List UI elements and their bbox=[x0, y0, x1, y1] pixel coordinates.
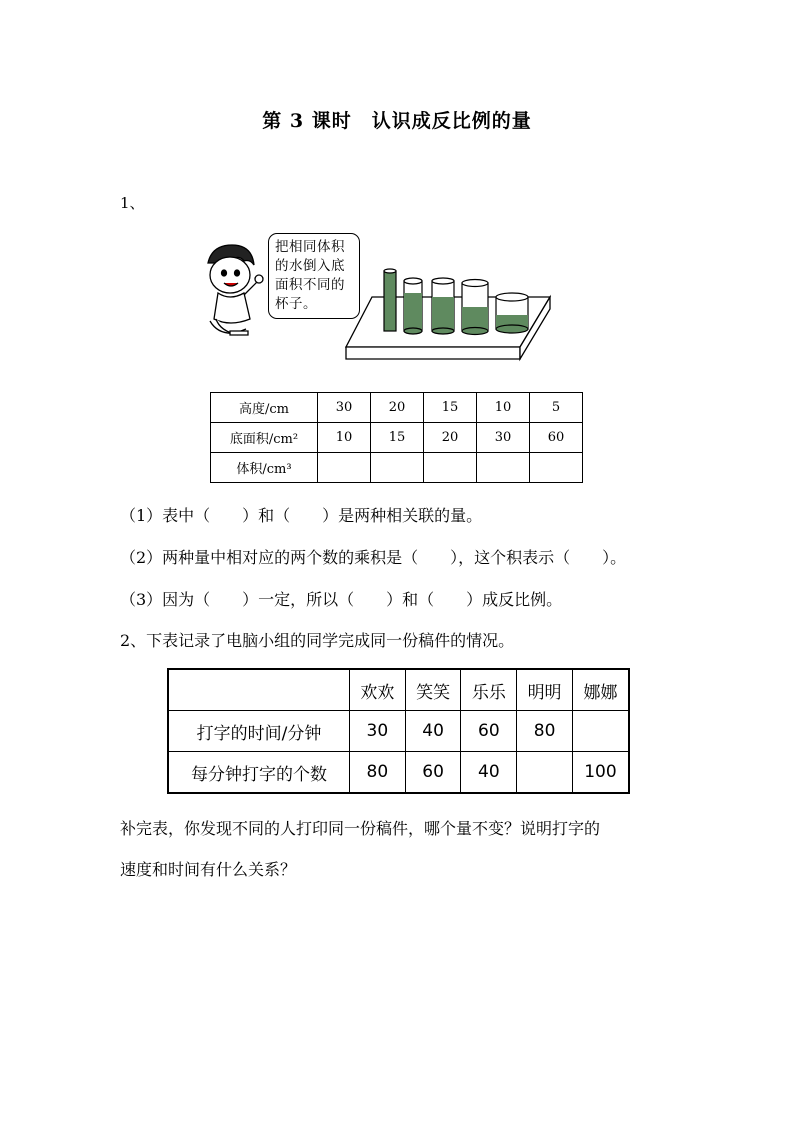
page-title: 第 3 课时 认识成反比例的量 bbox=[262, 110, 532, 132]
header-cell bbox=[168, 669, 350, 711]
typing-table bbox=[167, 668, 630, 794]
question-1-sub-3: （3）因为（ ）一定，所以（ ）和（ ）成反比例。 bbox=[120, 590, 563, 609]
speech-bubble: 把相同体积的水倒入底面积不同的杯子。 bbox=[268, 233, 360, 319]
row-label: 高度/cm bbox=[211, 393, 318, 423]
answer-cell[interactable] bbox=[477, 453, 530, 483]
cylinder-3 bbox=[432, 278, 454, 334]
cylinder-4 bbox=[462, 280, 488, 335]
table-cell: 15 bbox=[371, 423, 424, 453]
table-row bbox=[211, 423, 583, 453]
table-cell: 100 bbox=[572, 752, 629, 794]
volume-table bbox=[210, 392, 583, 483]
table-cell: 5 bbox=[530, 393, 583, 423]
table-cell: 60 bbox=[461, 711, 517, 752]
table-cell: 10 bbox=[477, 393, 530, 423]
table-row bbox=[168, 752, 629, 794]
header-cell: 乐乐 bbox=[461, 669, 517, 711]
question-2-prompt-line-1: 补完表，你发现不同的人打印同一份稿件，哪个量不变？说明打字的 bbox=[120, 819, 601, 838]
answer-cell[interactable] bbox=[371, 453, 424, 483]
header-cell: 明明 bbox=[517, 669, 573, 711]
cylinder-5 bbox=[496, 293, 528, 333]
row-label: 底面积/cm² bbox=[211, 423, 318, 453]
answer-cell[interactable] bbox=[530, 453, 583, 483]
table-row bbox=[211, 453, 583, 483]
table-cell: 40 bbox=[405, 711, 461, 752]
answer-cell[interactable] bbox=[318, 453, 371, 483]
question-1-sub-2: （2）两种量中相对应的两个数的乘积是（ ），这个积表示（ ）。 bbox=[120, 548, 627, 567]
header-cell: 欢欢 bbox=[350, 669, 406, 711]
table-row bbox=[168, 711, 629, 752]
table-cell: 20 bbox=[424, 423, 477, 453]
illustration bbox=[200, 225, 560, 365]
row-label: 打字的时间/分钟 bbox=[168, 711, 350, 752]
table-cell: 30 bbox=[477, 423, 530, 453]
table-cell: 30 bbox=[318, 393, 371, 423]
answer-cell[interactable] bbox=[517, 752, 573, 794]
header-cell: 笑笑 bbox=[405, 669, 461, 711]
table-cell: 15 bbox=[424, 393, 477, 423]
table-cell: 60 bbox=[530, 423, 583, 453]
row-label: 体积/cm³ bbox=[211, 453, 318, 483]
cylinder-1 bbox=[384, 269, 396, 331]
question-2-intro: 2、下表记录了电脑小组的同学完成同一份稿件的情况。 bbox=[120, 631, 515, 650]
row-label: 每分钟打字的个数 bbox=[168, 752, 350, 794]
answer-cell[interactable] bbox=[572, 711, 629, 752]
table-row bbox=[211, 393, 583, 423]
boy-illustration bbox=[208, 245, 263, 335]
table-cell: 20 bbox=[371, 393, 424, 423]
table-cell: 30 bbox=[350, 711, 406, 752]
table-cell: 10 bbox=[318, 423, 371, 453]
question-1-sub-1: （1）表中（ ）和（ ）是两种相关联的量。 bbox=[120, 506, 483, 525]
table-header-row bbox=[168, 669, 629, 711]
table-cell: 40 bbox=[461, 752, 517, 794]
cylinder-2 bbox=[404, 278, 422, 334]
header-cell: 娜娜 bbox=[572, 669, 629, 711]
table-cell: 60 bbox=[405, 752, 461, 794]
question-1-number: 1、 bbox=[120, 194, 145, 212]
table-cell: 80 bbox=[350, 752, 406, 794]
question-2-prompt-line-2: 速度和时间有什么关系？ bbox=[120, 860, 297, 879]
answer-cell[interactable] bbox=[424, 453, 477, 483]
table-cell: 80 bbox=[517, 711, 573, 752]
